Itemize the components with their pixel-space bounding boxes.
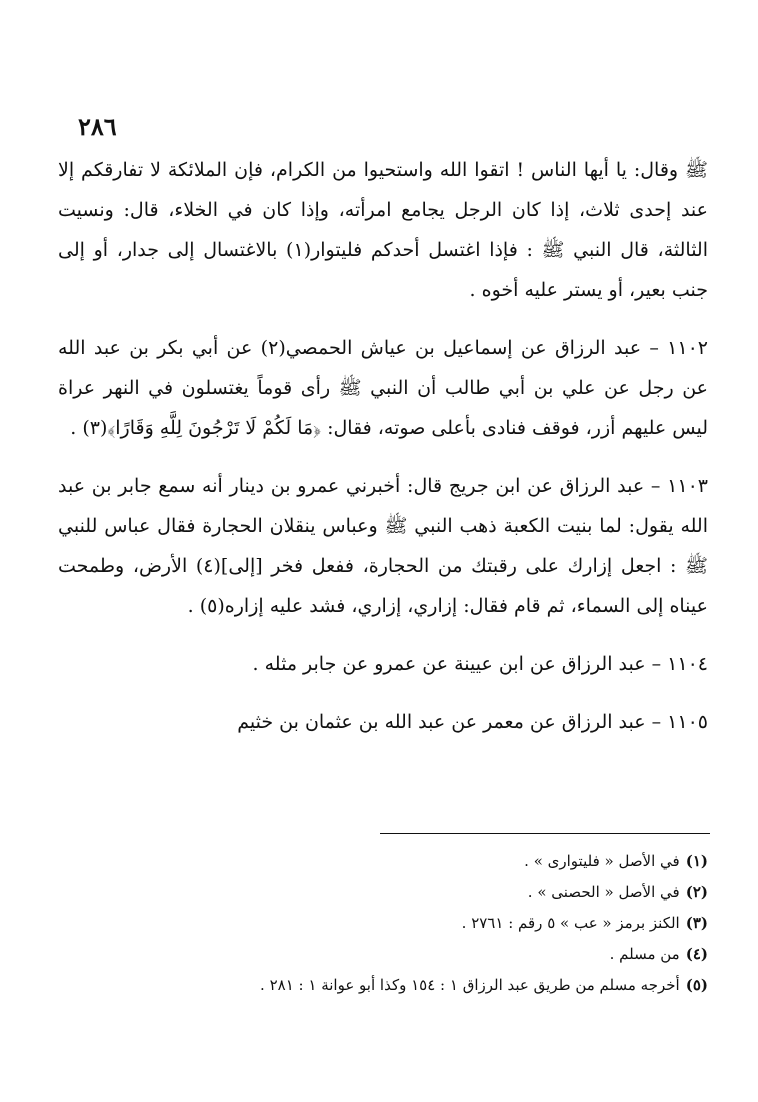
footnote-number: (٣): [685, 914, 708, 932]
hadith-1102: ١١٠٢ – عبد الرزاق عن إسماعيل بن عياش الحمصي(٢) عن أبي بكر بن عبد الله عن رجل عن علي بن أبي طالب أن النبي ﷺ رأى قوماً يغتسلون في النهر عراة ليس عليهم أزر، فوقف فنادى بأعلى صوته، فقال: ﴿مَا لَكُمْ لَا تَرْجُونَ لِلَّهِ وَقَارًا﴾(٣) .: [58, 337, 708, 439]
hadith-1105: ١١٠٥ – عبد الرزاق عن معمر عن عبد الله بن عثمان بن خثيم: [237, 711, 708, 733]
footnote-number: (٥): [685, 976, 708, 994]
footnote-item: [58, 877, 708, 908]
footnote-item: [58, 846, 708, 877]
footnote-number: (٢): [685, 883, 708, 901]
footnote-text: في الأصل « الحصنى » .: [527, 883, 680, 901]
main-text: [58, 150, 708, 760]
hadith-1103: ١١٠٣ – عبد الرزاق عن ابن جريج قال: أخبرني عمرو بن دينار أنه سمع جابر بن عبد الله يقول: لما بنيت الكعبة ذهب النبي ﷺ وعباس ينقلان الحجارة فقال عباس للنبي ﷺ : اجعل إزارك على رقبتك من الحجارة، ففعل فخر [إلى](٤) الأرض، وطمحت عيناه إلى السماء، ثم قام فقال: إزاري، إزاري، فشد عليه إزاره(٥) .: [58, 475, 709, 617]
footnote-item: [58, 970, 708, 1001]
footnote-number: (٤): [685, 945, 708, 963]
footnotes: [58, 846, 708, 1001]
footnote-number: (١): [685, 852, 708, 870]
footnote-divider: [380, 833, 710, 834]
footnote-item: [58, 908, 708, 939]
footnote-text: الكنز برمز « عب » ٥ رقم : ٢٧٦١ .: [461, 914, 680, 932]
hadith-1104: ١١٠٤ – عبد الرزاق عن ابن عيينة عن عمرو عن جابر مثله .: [252, 653, 708, 675]
footnote-text: من مسلم .: [609, 945, 680, 963]
paragraph-continuation: ﷺ وقال: يا أيها الناس ! اتقوا الله واستحيوا من الكرام، فإن الملائكة لا تفارقكم إلا عند إحدى ثلاث، إذا كان الرجل يجامع امرأته، وإذا كان في الخلاء، قال: ونسيت الثالثة، قال النبي ﷺ : فإذا اغتسل أحدكم فليتوار(١) بالاغتسال إلى جدار، أو إلى جنب بعير، أو يستر عليه أخوه .: [58, 159, 709, 301]
footnote-item: [58, 939, 708, 970]
footnote-text: في الأصل « فليتوارى » .: [524, 852, 680, 870]
page-number: ٢٨٦: [78, 112, 117, 141]
footnote-text: أخرجه مسلم من طريق عبد الرزاق ١ : ١٥٤ وكذا أبو عوانة ١ : ٢٨١ .: [260, 976, 680, 994]
